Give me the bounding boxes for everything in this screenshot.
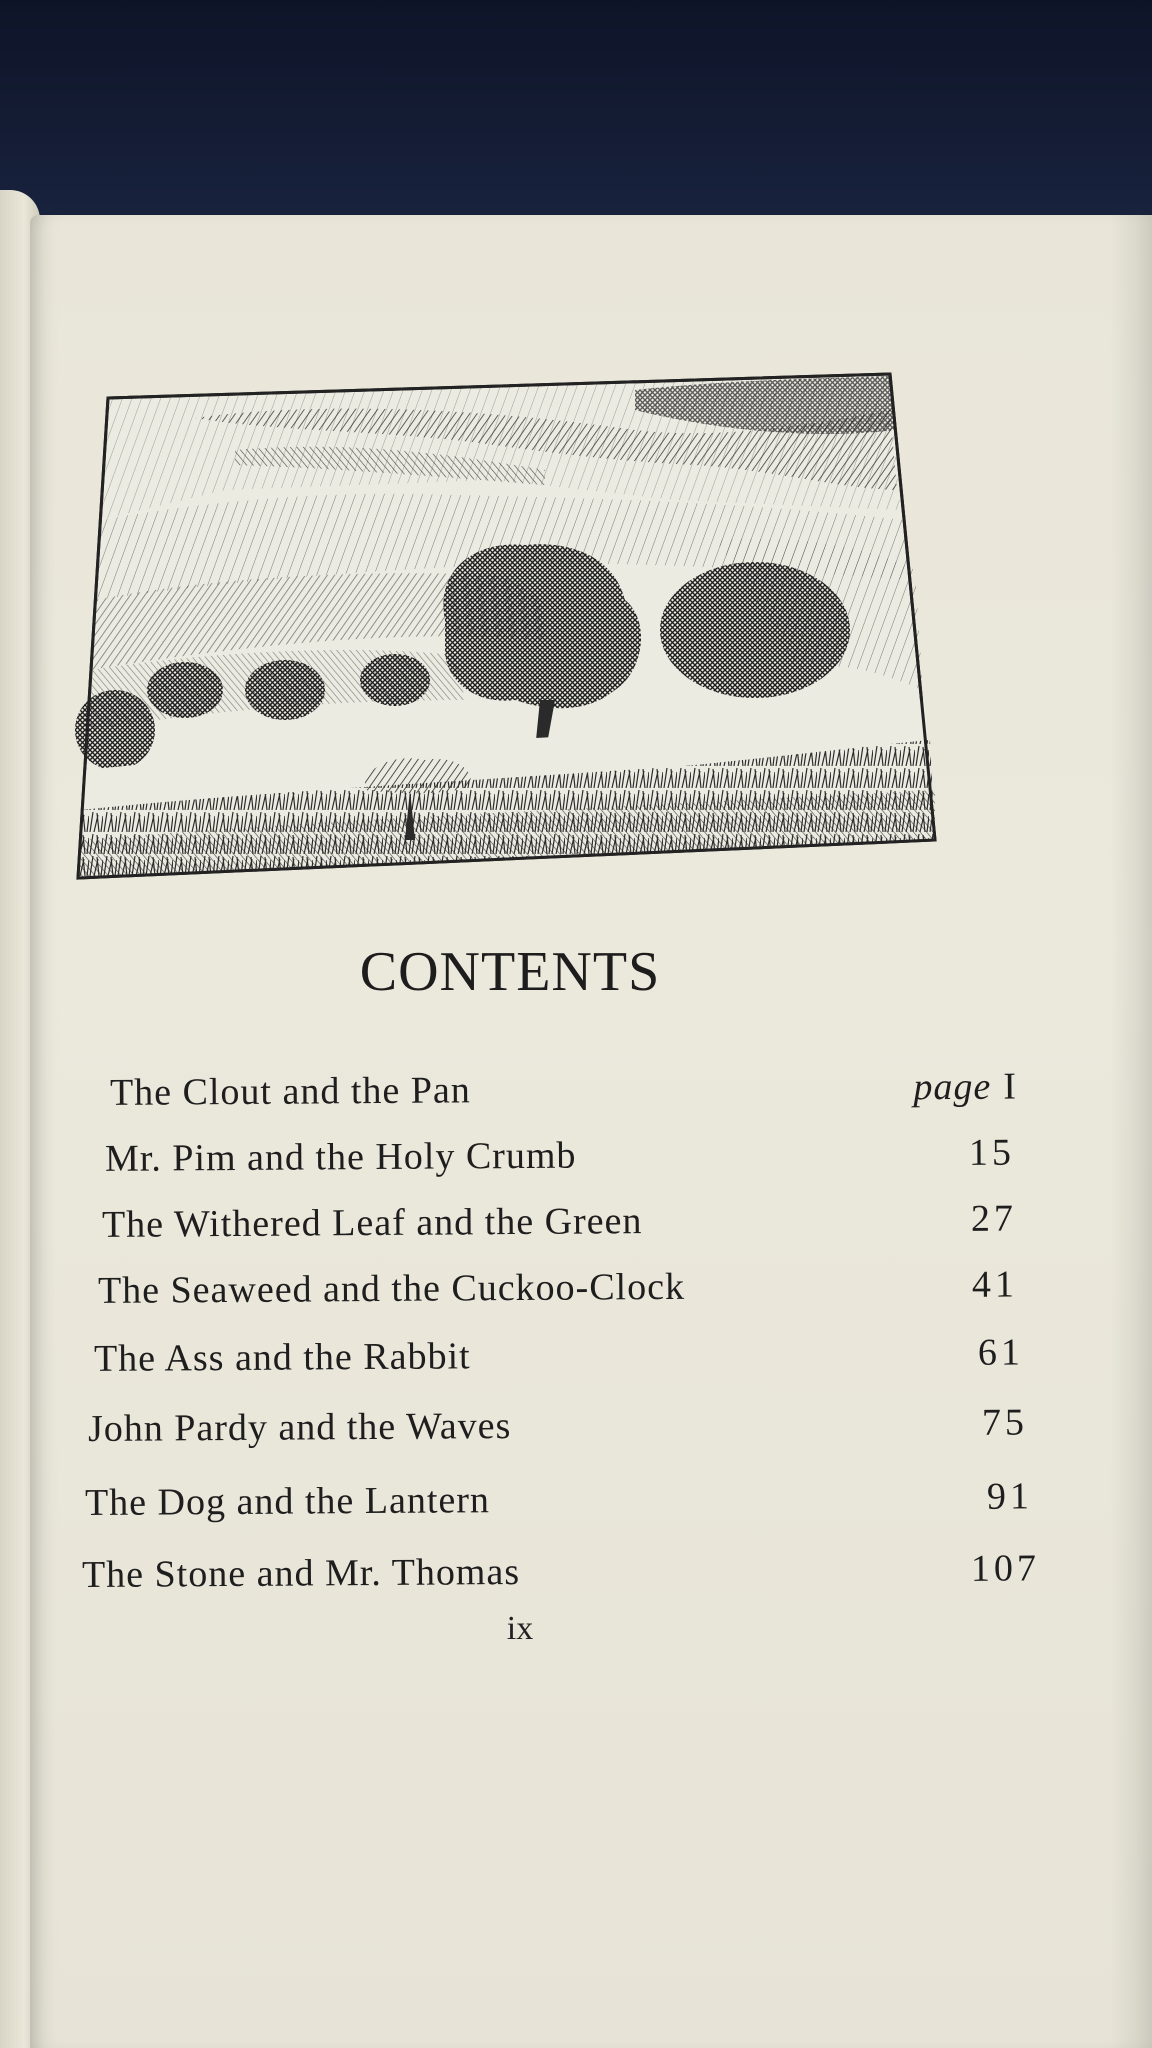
toc-entry	[81, 1547, 1041, 1603]
page-label: page	[913, 1065, 992, 1109]
toc-entry	[84, 1475, 1034, 1531]
toc-entry-title: The Seaweed and the Cuckoo-Clock	[97, 1265, 686, 1312]
toc-entry	[101, 1197, 1018, 1253]
toc-entry-page-number: I	[1003, 1065, 1021, 1108]
toc-entry-page-number: 61	[977, 1331, 1025, 1374]
toc-entry-title: The Dog and the Lantern	[84, 1479, 491, 1525]
toc-entry	[104, 1131, 1016, 1187]
toc-entry-title: John Pardy and the Waves	[87, 1405, 512, 1450]
toc-entry-page-number: 107	[970, 1547, 1041, 1590]
toc-entry	[87, 1401, 1029, 1457]
toc-entry-title: The Stone and Mr. Thomas	[81, 1550, 521, 1597]
toc-entry-title: The Clout and the Pan	[109, 1069, 471, 1114]
page-folio: ix	[506, 1610, 534, 1647]
toc-entry	[109, 1065, 1021, 1121]
contents-heading: CONTENTS	[359, 941, 661, 1003]
toc-entry-page-number: 91	[986, 1475, 1034, 1518]
toc-entry-page-number: 75	[981, 1401, 1029, 1444]
toc-entry-title: The Ass and the Rabbit	[93, 1335, 471, 1380]
toc-entry	[93, 1331, 1025, 1387]
toc-entry-title: Mr. Pim and the Holy Crumb	[104, 1134, 577, 1180]
toc-entry-page	[760, 1065, 1020, 1111]
toc-entry-page-number: 15	[968, 1131, 1016, 1174]
toc-entry-page-number: 41	[971, 1263, 1019, 1306]
toc-entry	[97, 1263, 1019, 1319]
toc-entry-page-number: 27	[970, 1197, 1018, 1240]
toc-entry-title: The Withered Leaf and the Green	[101, 1200, 643, 1246]
